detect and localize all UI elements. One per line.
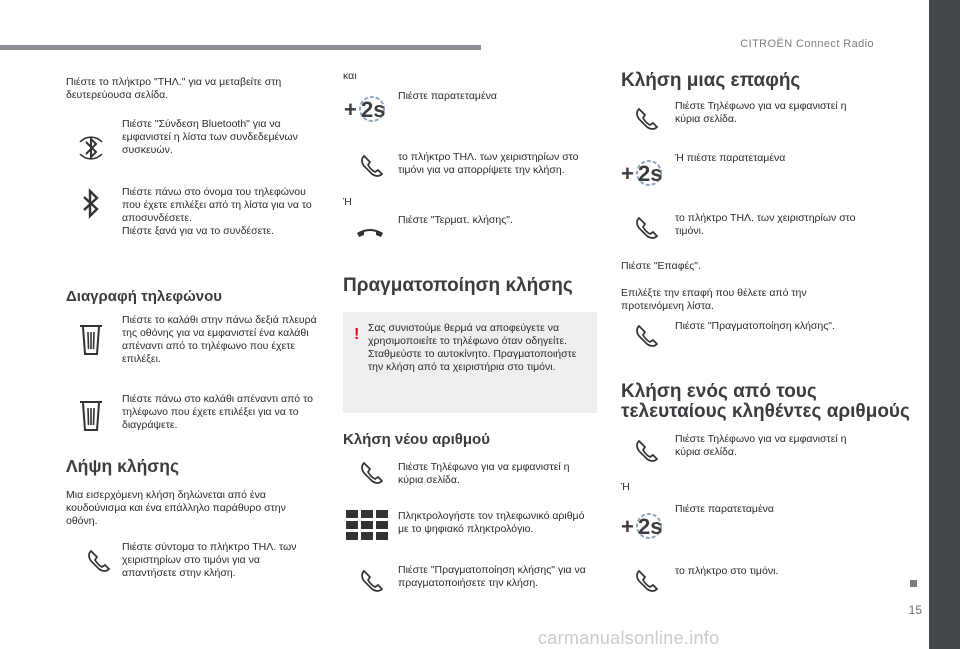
watermark: carmanualsonline.info [538,628,720,648]
recent-heading-line-2: τελευταίους κληθέντες αριθμούς [621,401,910,422]
recent-heading-line-1: Κλήση ενός από τους [621,381,817,402]
reject-text: το πλήκτρο ΤΗΛ. των χειριστηρίων στο τιμόνι για να απορρίψετε την κλήση. [398,151,579,176]
or-text: Ή [343,196,352,208]
phone-handset-icon-7 [629,318,665,354]
long-press-2s-icon-2 [621,157,663,187]
svg-text:2s: 2s [638,514,663,539]
warning-icon: ! [354,326,360,343]
delete-text-2: Πιέστε πάνω στο καλάθι απέναντι από το τηλέφωνο που έχετε επιλέξει για να το διαγράψετε. [122,393,313,431]
make-call-heading: Πραγματοποίηση κλήσης [343,275,573,296]
phone-handset-icon-5 [629,101,665,137]
contact-text-2: Ή πιέστε παρατεταμένα [675,152,786,164]
long-press-2s-icon-3 [621,510,663,540]
trash-icon [73,322,109,358]
contact-text-1: Πιέστε Τηλέφωνο για να εμφανιστεί η κύρια σελίδα. [675,100,847,125]
phone-handset-icon-3 [354,455,390,491]
bt-connection-text: Πιέστε "Σύνδεση Bluetooth" για να εμφανιστεί η λίστα των συνδεδεμένων συσκευών. [122,118,298,156]
recent-text-2: Πιέστε παρατεταμένα [675,503,774,515]
svg-text:2s: 2s [361,97,386,122]
receive-action-text: Πιέστε σύντομα το πλήκτρο ΤΗΛ. των χειριστηρίων στο τιμόνι για να απαντήσετε στην κλήση. [122,541,297,579]
side-strip [929,0,960,649]
intro-text: Πιέστε το πλήκτρο "ΤΗΛ." για να μεταβείτε στη δευτερεύουσα σελίδα. [66,76,282,101]
svg-text:+: + [344,97,357,122]
receive-text: Μια εισερχόμενη κλήση δηλώνεται από ένα κουδούνισμα και ένα επάλληλο παράθυρο στην οθόνη. [66,489,286,527]
svg-text:2s: 2s [638,161,663,186]
delete-heading: Διαγραφή τηλεφώνου [66,288,223,305]
long-press-text: Πιέστε παρατεταμένα [398,90,497,102]
top-rule [0,45,481,50]
contact-text-3: το πλήκτρο ΤΗΛ. των χειριστηρίων στο τιμόνι. [675,212,856,237]
page-marker [910,580,917,587]
recent-or-text: Ή [621,481,630,493]
bt-reconnect-text: Πιέστε ξανά για να το συνδέσετε. [122,225,275,237]
keypad-icon [346,510,390,542]
contacts-text: Πιέστε "Επαφές". [621,260,701,272]
end-call-icon [352,215,388,251]
receive-heading: Λήψη κλήσης [66,456,180,476]
trash-icon-2 [73,398,109,434]
bluetooth-settings-icon [73,130,109,166]
new-number-text-1: Πιέστε Τηλέφωνο για να εμφανιστεί η κύρια σελίδα. [398,461,570,486]
new-number-heading: Κλήση νέου αριθμού [343,431,490,448]
phone-handset-icon-9 [629,563,665,599]
contact-heading: Κλήση μιας επαφής [621,70,801,91]
phone-handset-icon [81,543,117,579]
svg-text:+: + [621,514,634,539]
phone-handset-icon-8 [629,433,665,469]
choose-contact-text: Επιλέξτε την επαφή που θέλετε από την προτεινόμενη λίστα. [621,287,807,312]
new-number-text-2: Πληκτρολογήστε τον τηλεφωνικό αριθμό με το ψηφιακό πληκτρολόγιο. [398,510,585,535]
phone-handset-icon-2 [354,148,390,184]
svg-text:+: + [621,161,634,186]
new-number-text-3: Πιέστε "Πραγματοποίηση κλήσης" για να πραγματοποιήσετε την κλήση. [398,564,586,589]
phone-handset-icon-6 [629,210,665,246]
warning-text: Σας συνιστούμε θερμά να αποφεύγετε να χρησιμοποιείτε το τηλέφωνο όταν οδηγείτε. Σταθμεύστε το αυτοκίνητο. Πραγματοποιήστε την κλήση από τα χειριστήρια στο τιμόνι. [368,322,577,373]
bt-name-text: Πιέστε πάνω στο όνομα του τηλεφώνου που έχετε επιλέξει από τη λίστα για να το αποσυνδέσετε. [122,186,312,224]
delete-text-1: Πιέστε το καλάθι στην πάνω δεξιά πλευρά της οθόνης για να εμφανιστεί ένα καλάθι απέναντι από το τηλέφωνο που έχετε επιλέξει. [122,314,317,365]
bluetooth-icon [73,186,109,222]
make-call-text: Πιέστε "Πραγματοποίηση κλήσης". [675,320,835,332]
page-number: 15 [908,603,922,617]
end-call-text: Πιέστε "Τερματ. κλήσης". [398,214,513,226]
long-press-2s-icon [344,93,386,123]
warning-box [343,312,597,413]
recent-text-3: το πλήκτρο στο τιμόνι. [675,565,779,577]
and-text: και [343,70,357,82]
recent-text-1: Πιέστε Τηλέφωνο για να εμφανιστεί η κύρια σελίδα. [675,433,847,458]
phone-handset-icon-4 [354,563,390,599]
running-header: CITROËN Connect Radio [740,38,874,50]
